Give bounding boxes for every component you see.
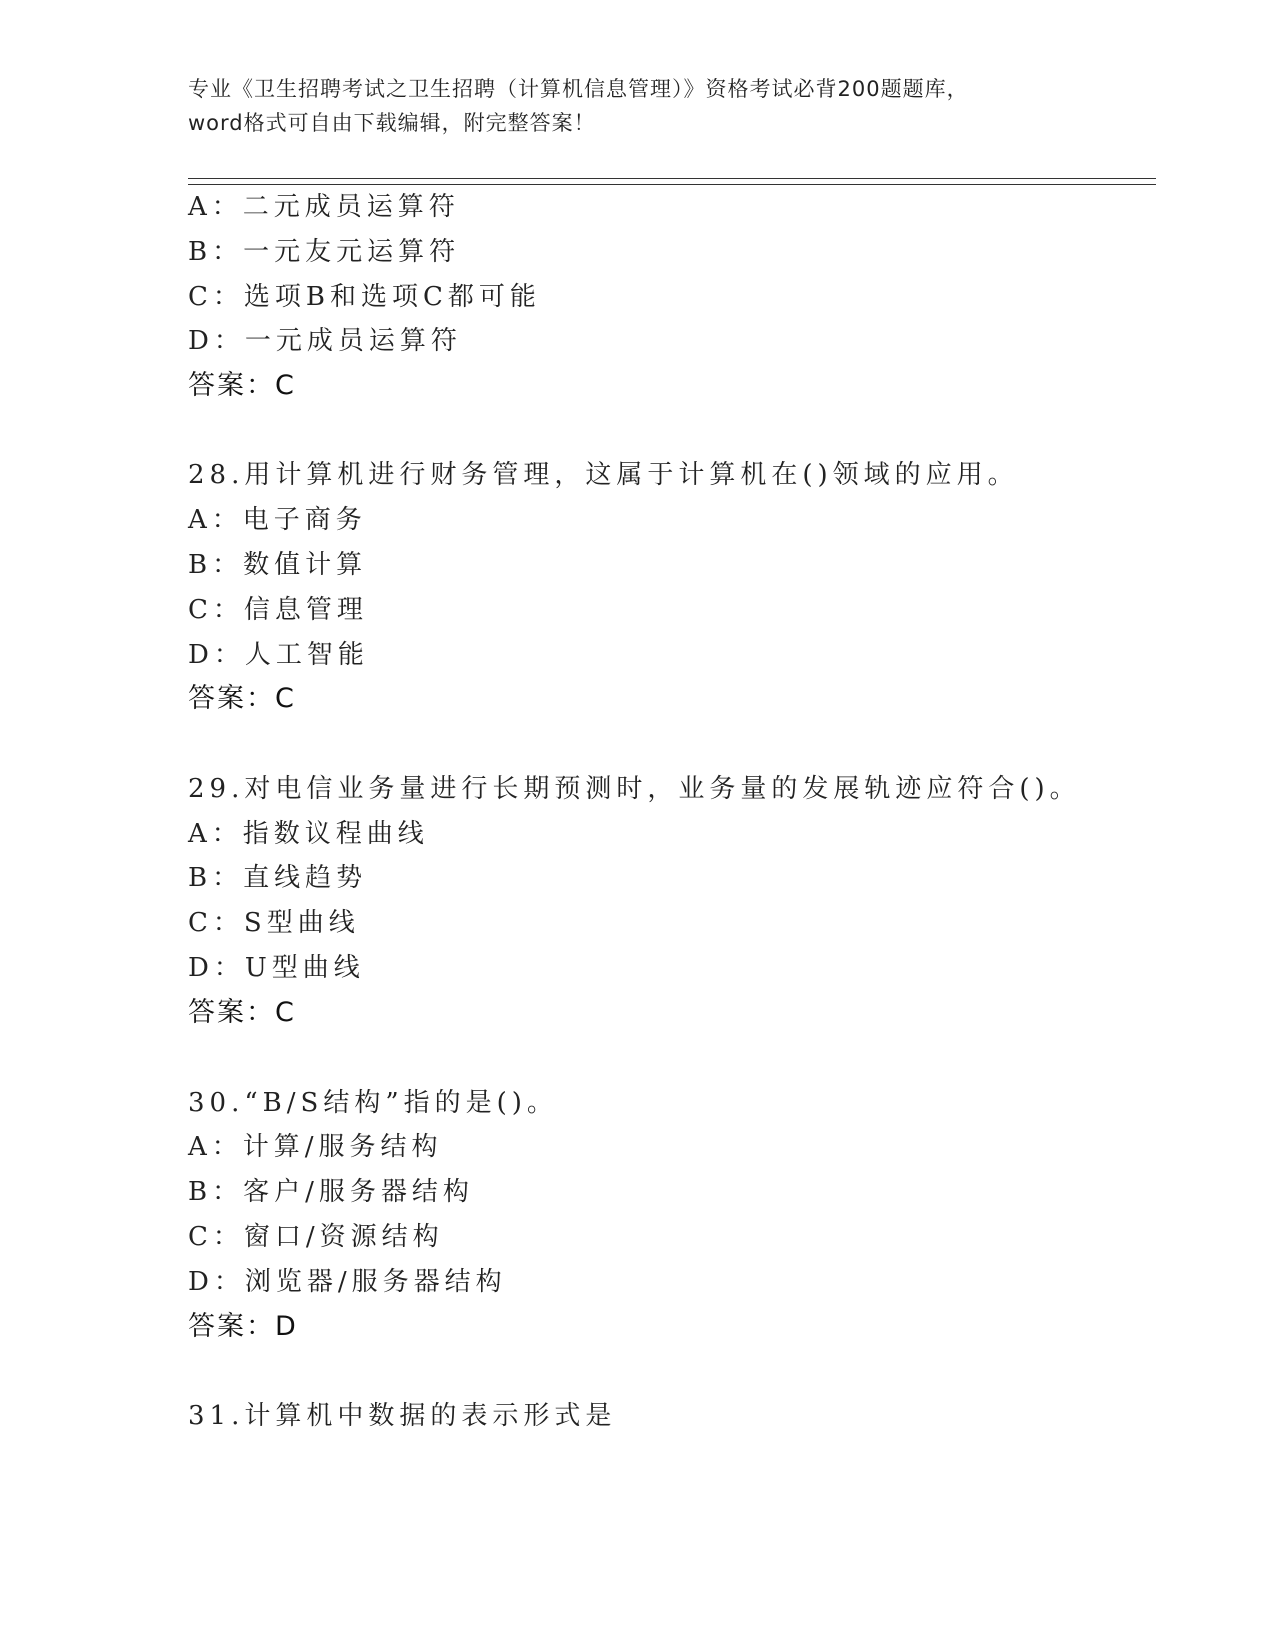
q27-option-d: D：一元成员运算符 <box>188 326 462 356</box>
q27-option-a: A：二元成员运算符 <box>188 192 460 222</box>
document-header <box>188 72 1108 140</box>
q27-option-c: C：选项B和选项C都可能 <box>188 282 541 312</box>
q29-option-b: B：直线趋势 <box>188 863 368 893</box>
q28-option-c: C：信息管理 <box>188 595 368 625</box>
header-title-line-1: 专业《卫生招聘考试之卫生招聘（计算机信息管理）》资格考试必背200题题库， <box>188 77 969 101</box>
q28-option-b: B：数值计算 <box>188 550 368 580</box>
q28-option-a: A：电子商务 <box>188 505 367 535</box>
header-divider-bottom <box>188 184 1156 185</box>
q30-option-d: D：浏览器/服务器结构 <box>188 1267 507 1297</box>
header-title-line-2: word格式可自由下载编辑，附完整答案！ <box>188 111 596 135</box>
q27-answer: 答案：C <box>188 370 296 401</box>
q29-answer: 答案：C <box>188 997 296 1028</box>
q28-stem: 28.用计算机进行财务管理，这属于计算机在()领域的应用。 <box>188 460 1019 490</box>
q29-option-c: C：S型曲线 <box>188 908 360 938</box>
q28-answer: 答案：C <box>188 683 296 714</box>
q29-option-a: A：指数议程曲线 <box>188 819 429 849</box>
q30-option-b: B：客户/服务器结构 <box>188 1177 474 1207</box>
q27-option-b: B：一元友元运算符 <box>188 237 461 267</box>
q30-option-c: C：窗口/资源结构 <box>188 1222 444 1252</box>
q31-stem: 31.计算机中数据的表示形式是 <box>188 1401 617 1431</box>
q30-stem: 30.“B/S结构”指的是()。 <box>188 1088 558 1118</box>
q30-answer: 答案：D <box>188 1311 298 1342</box>
q28-option-d: D：人工智能 <box>188 640 369 670</box>
q29-stem: 29.对电信业务量进行长期预测时，业务量的发展轨迹应符合()。 <box>188 774 1081 804</box>
header-divider-top <box>188 178 1156 179</box>
q29-option-d: D：U型曲线 <box>188 953 365 983</box>
q30-option-a: A：计算/服务结构 <box>188 1132 443 1162</box>
